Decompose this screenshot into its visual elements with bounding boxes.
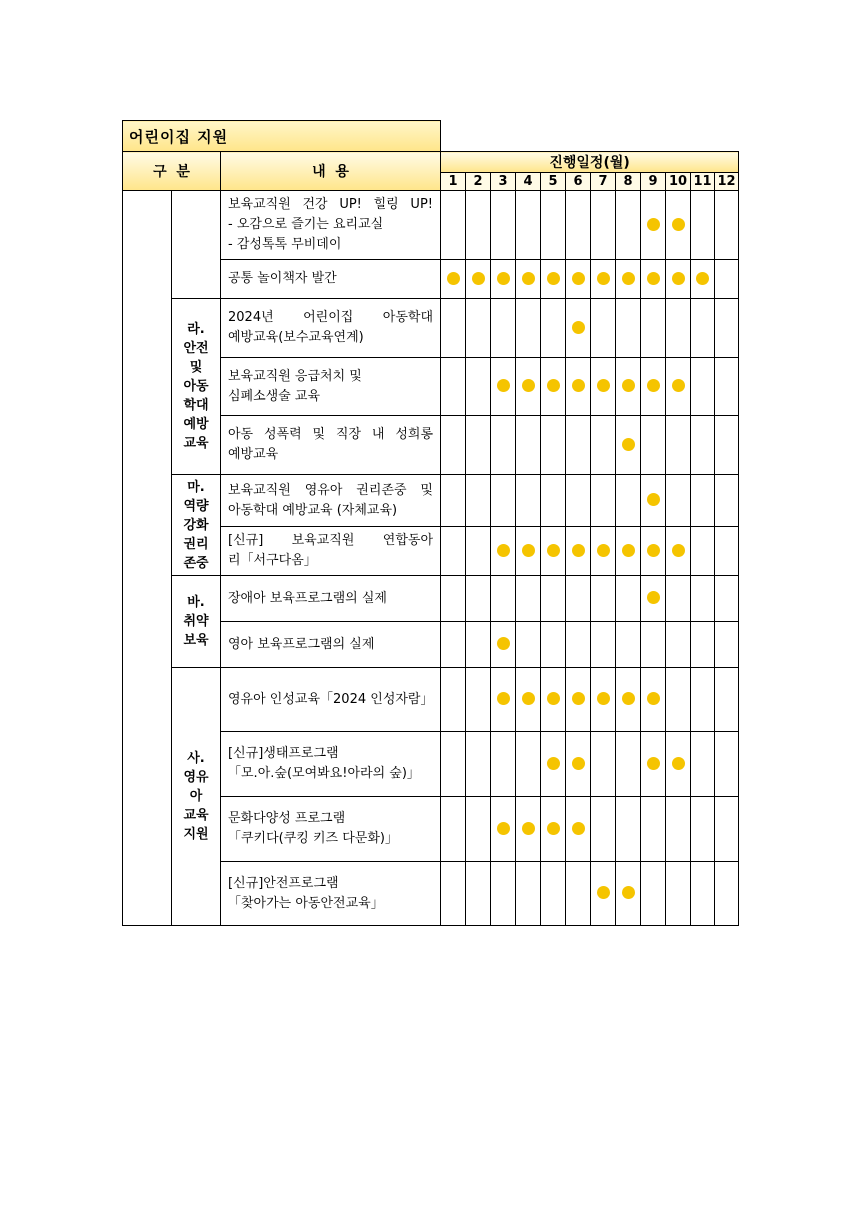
table-row bbox=[123, 299, 739, 358]
content-cell bbox=[221, 862, 441, 926]
month-cell bbox=[641, 862, 666, 926]
month-cell bbox=[715, 862, 739, 926]
schedule-dot bbox=[572, 822, 585, 835]
month-cell bbox=[666, 191, 691, 260]
month-cell bbox=[441, 576, 466, 622]
month-cell bbox=[641, 622, 666, 668]
month-cell bbox=[591, 527, 616, 576]
content-line: - 감성톡톡 무비데이 bbox=[228, 237, 342, 252]
month-header: 11 bbox=[691, 173, 715, 191]
month-cell bbox=[441, 299, 466, 358]
schedule-dot bbox=[497, 544, 510, 557]
month-cell bbox=[691, 416, 715, 475]
schedule-dot bbox=[447, 272, 460, 285]
schedule-dot bbox=[547, 379, 560, 392]
content-cell bbox=[221, 732, 441, 797]
schedule-table bbox=[122, 120, 739, 926]
month-cell bbox=[441, 191, 466, 260]
month-cell bbox=[641, 358, 666, 416]
schedule-dot bbox=[672, 218, 685, 231]
month-cell bbox=[516, 475, 541, 527]
month-cell bbox=[666, 260, 691, 299]
month-cell bbox=[591, 732, 616, 797]
content-line: 보육교직원 건강 UP! 힐링 UP! bbox=[228, 197, 433, 212]
content-cell bbox=[221, 299, 441, 358]
month-cell bbox=[441, 475, 466, 527]
content-line: 2024년 어린이집 아동학대 bbox=[228, 310, 433, 325]
month-cell bbox=[666, 668, 691, 732]
category-header: 구 분 bbox=[123, 152, 221, 191]
month-cell bbox=[566, 862, 591, 926]
content-cell bbox=[221, 527, 441, 576]
month-cell bbox=[541, 668, 566, 732]
month-cell bbox=[616, 732, 641, 797]
month-cell bbox=[666, 576, 691, 622]
month-cell bbox=[566, 576, 591, 622]
month-cell bbox=[566, 416, 591, 475]
month-header: 9 bbox=[641, 173, 666, 191]
schedule-dot bbox=[497, 379, 510, 392]
schedule-dot bbox=[547, 692, 560, 705]
schedule-dot bbox=[547, 757, 560, 770]
content-cell bbox=[221, 416, 441, 475]
month-cell bbox=[666, 622, 691, 668]
content-line: 문화다양성 프로그램 bbox=[228, 811, 346, 826]
schedule-dot bbox=[522, 379, 535, 392]
month-cell bbox=[541, 622, 566, 668]
month-cell bbox=[641, 668, 666, 732]
month-cell bbox=[491, 797, 516, 862]
month-cell bbox=[641, 732, 666, 797]
month-cell bbox=[541, 475, 566, 527]
schedule-dot bbox=[572, 272, 585, 285]
month-cell bbox=[541, 797, 566, 862]
month-cell bbox=[566, 732, 591, 797]
month-cell bbox=[516, 527, 541, 576]
content-cell bbox=[221, 622, 441, 668]
month-cell bbox=[616, 191, 641, 260]
schedule-dot bbox=[497, 692, 510, 705]
content-line: 예방교육(보수교육연계) bbox=[228, 330, 364, 345]
content-line: 보육교직원 영유아 권리존중 및 bbox=[228, 482, 433, 498]
outer-category-cell bbox=[123, 191, 172, 926]
month-cell bbox=[441, 260, 466, 299]
month-cell bbox=[691, 527, 715, 576]
month-cell bbox=[466, 299, 491, 358]
month-cell bbox=[541, 576, 566, 622]
schedule-dot bbox=[622, 886, 635, 899]
month-cell bbox=[516, 576, 541, 622]
content-cell bbox=[221, 797, 441, 862]
month-cell bbox=[715, 622, 739, 668]
month-cell bbox=[715, 475, 739, 527]
schedule-dot bbox=[572, 321, 585, 334]
schedule-dot bbox=[696, 272, 709, 285]
content-line: 심폐소생술 교육 bbox=[228, 388, 321, 404]
schedule-dot bbox=[497, 272, 510, 285]
month-cell bbox=[541, 260, 566, 299]
month-cell bbox=[566, 668, 591, 732]
schedule-dot bbox=[647, 692, 660, 705]
month-cell bbox=[591, 797, 616, 862]
month-cell bbox=[491, 576, 516, 622]
table-row bbox=[123, 191, 739, 260]
month-cell bbox=[641, 527, 666, 576]
schedule-dot bbox=[472, 272, 485, 285]
month-cell bbox=[566, 527, 591, 576]
month-cell bbox=[666, 416, 691, 475]
month-cell bbox=[491, 475, 516, 527]
content-line: 아동 성폭력 및 직장 내 성희롱 bbox=[228, 427, 433, 442]
month-cell bbox=[591, 358, 616, 416]
content-line: 영유아 인성교육「2024 인성자람」 bbox=[228, 691, 434, 707]
schedule-dot bbox=[522, 822, 535, 835]
month-cell bbox=[441, 416, 466, 475]
month-cell bbox=[641, 191, 666, 260]
schedule-dot bbox=[622, 692, 635, 705]
content-line: 「찾아가는 아동안전교육」 bbox=[228, 895, 384, 911]
month-cell bbox=[466, 576, 491, 622]
month-cell bbox=[691, 576, 715, 622]
month-cell bbox=[691, 358, 715, 416]
month-header: 4 bbox=[516, 173, 541, 191]
month-cell bbox=[516, 358, 541, 416]
month-cell bbox=[616, 358, 641, 416]
content-cell bbox=[221, 358, 441, 416]
schedule-dot bbox=[597, 272, 610, 285]
month-cell bbox=[666, 475, 691, 527]
month-header: 8 bbox=[616, 173, 641, 191]
table-row bbox=[123, 668, 739, 732]
content-line: 장애아 보육프로그램의 실제 bbox=[228, 590, 387, 606]
schedule-dot bbox=[647, 218, 660, 231]
month-cell bbox=[566, 622, 591, 668]
month-cell bbox=[491, 622, 516, 668]
schedule-dot bbox=[572, 757, 585, 770]
month-cell bbox=[616, 797, 641, 862]
schedule-dot bbox=[597, 544, 610, 557]
schedule-dot bbox=[672, 544, 685, 557]
schedule-dot bbox=[597, 886, 610, 899]
month-cell bbox=[591, 622, 616, 668]
title-spacer bbox=[441, 121, 739, 152]
schedule-dot bbox=[597, 692, 610, 705]
month-cell bbox=[616, 299, 641, 358]
month-cell bbox=[566, 475, 591, 527]
month-cell bbox=[616, 416, 641, 475]
month-cell bbox=[441, 527, 466, 576]
content-line: 「쿠키다(쿠킹 키즈 다문화)」 bbox=[228, 831, 398, 846]
month-cell bbox=[666, 797, 691, 862]
month-cell bbox=[441, 732, 466, 797]
month-cell bbox=[591, 416, 616, 475]
content-cell bbox=[221, 576, 441, 622]
month-cell bbox=[616, 862, 641, 926]
category-label: 사. 영유 아 교육 지원 bbox=[172, 668, 221, 926]
month-cell bbox=[466, 862, 491, 926]
table-row bbox=[123, 475, 739, 527]
table-row bbox=[123, 576, 739, 622]
month-cell bbox=[691, 622, 715, 668]
content-cell bbox=[221, 191, 441, 260]
schedule-dot bbox=[672, 272, 685, 285]
month-cell bbox=[715, 358, 739, 416]
month-header: 6 bbox=[566, 173, 591, 191]
content-line: 보육교직원 응급처치 및 bbox=[228, 368, 362, 384]
category-label: 라. 안전 및 아동 학대 예방 교육 bbox=[172, 299, 221, 475]
content-line: 영아 보육프로그램의 실제 bbox=[228, 636, 375, 652]
month-cell bbox=[466, 732, 491, 797]
month-header: 12 bbox=[715, 173, 739, 191]
content-line: - 오감으로 즐기는 요리교실 bbox=[228, 217, 384, 232]
month-cell bbox=[691, 668, 715, 732]
month-cell bbox=[441, 358, 466, 416]
month-cell bbox=[641, 416, 666, 475]
month-cell bbox=[566, 191, 591, 260]
month-cell bbox=[641, 260, 666, 299]
month-cell bbox=[541, 416, 566, 475]
month-cell bbox=[616, 668, 641, 732]
month-cell bbox=[691, 191, 715, 260]
month-cell bbox=[641, 299, 666, 358]
content-line: 리「서구다옴」 bbox=[228, 553, 317, 568]
month-header: 2 bbox=[466, 173, 491, 191]
content-cell bbox=[221, 475, 441, 527]
month-cell bbox=[466, 260, 491, 299]
month-cell bbox=[715, 527, 739, 576]
month-cell bbox=[466, 797, 491, 862]
month-cell bbox=[491, 299, 516, 358]
month-cell bbox=[616, 576, 641, 622]
month-cell bbox=[715, 732, 739, 797]
month-cell bbox=[516, 668, 541, 732]
month-cell bbox=[691, 862, 715, 926]
content-line: [신규] 보육교직원 연합동아 bbox=[228, 533, 433, 548]
schedule-dot bbox=[547, 544, 560, 557]
month-cell bbox=[641, 797, 666, 862]
month-cell bbox=[591, 299, 616, 358]
month-cell bbox=[441, 862, 466, 926]
month-cell bbox=[715, 191, 739, 260]
month-cell bbox=[491, 527, 516, 576]
month-cell bbox=[441, 797, 466, 862]
month-cell bbox=[616, 622, 641, 668]
content-line: 「모.아.숲(모여봐요!아라의 숲)」 bbox=[228, 766, 420, 781]
month-cell bbox=[516, 416, 541, 475]
month-cell bbox=[691, 732, 715, 797]
month-cell bbox=[491, 668, 516, 732]
month-cell bbox=[516, 622, 541, 668]
schedule-dot bbox=[672, 379, 685, 392]
schedule-dot bbox=[647, 272, 660, 285]
month-cell bbox=[616, 527, 641, 576]
schedule-header: 진행일정(월) bbox=[441, 152, 739, 173]
month-cell bbox=[666, 862, 691, 926]
schedule-dot bbox=[522, 272, 535, 285]
month-cell bbox=[541, 299, 566, 358]
month-cell bbox=[591, 191, 616, 260]
table-title: 어린이집 지원 bbox=[123, 121, 441, 152]
schedule-dot bbox=[497, 637, 510, 650]
month-cell bbox=[491, 358, 516, 416]
month-header: 7 bbox=[591, 173, 616, 191]
month-cell bbox=[591, 576, 616, 622]
month-cell bbox=[616, 260, 641, 299]
month-cell bbox=[666, 358, 691, 416]
schedule-dot bbox=[572, 692, 585, 705]
month-cell bbox=[591, 668, 616, 732]
month-cell bbox=[516, 862, 541, 926]
schedule-dot bbox=[622, 544, 635, 557]
month-cell bbox=[666, 299, 691, 358]
content-line: 예방교육 bbox=[228, 447, 279, 462]
month-cell bbox=[541, 732, 566, 797]
schedule-dot bbox=[597, 379, 610, 392]
content-line: [신규]안전프로그램 bbox=[228, 875, 339, 891]
category-label bbox=[172, 191, 221, 299]
schedule-dot bbox=[647, 544, 660, 557]
month-cell bbox=[541, 358, 566, 416]
schedule-dot bbox=[497, 822, 510, 835]
month-cell bbox=[566, 358, 591, 416]
month-cell bbox=[466, 668, 491, 732]
month-cell bbox=[566, 797, 591, 862]
month-cell bbox=[591, 260, 616, 299]
month-cell bbox=[566, 299, 591, 358]
month-cell bbox=[466, 358, 491, 416]
month-cell bbox=[516, 797, 541, 862]
schedule-dot bbox=[647, 591, 660, 604]
month-cell bbox=[591, 475, 616, 527]
schedule-dot bbox=[647, 493, 660, 506]
schedule-dot bbox=[622, 438, 635, 451]
month-cell bbox=[666, 732, 691, 797]
content-header: 내 용 bbox=[221, 152, 441, 191]
month-cell bbox=[466, 475, 491, 527]
schedule-dot bbox=[672, 757, 685, 770]
month-cell bbox=[466, 416, 491, 475]
schedule-dot bbox=[572, 544, 585, 557]
schedule-dot bbox=[647, 757, 660, 770]
month-cell bbox=[466, 191, 491, 260]
content-cell bbox=[221, 260, 441, 299]
month-cell bbox=[441, 668, 466, 732]
month-cell bbox=[541, 862, 566, 926]
content-cell bbox=[221, 668, 441, 732]
schedule-dot bbox=[547, 272, 560, 285]
content-line: 공통 놀이책자 발간 bbox=[228, 271, 337, 286]
month-cell bbox=[715, 416, 739, 475]
month-cell bbox=[541, 527, 566, 576]
month-cell bbox=[491, 416, 516, 475]
schedule-dot bbox=[522, 544, 535, 557]
month-cell bbox=[616, 475, 641, 527]
month-cell bbox=[715, 797, 739, 862]
month-header: 1 bbox=[441, 173, 466, 191]
month-cell bbox=[491, 732, 516, 797]
content-line: [신규]생태프로그램 bbox=[228, 746, 339, 761]
month-cell bbox=[466, 527, 491, 576]
month-cell bbox=[715, 668, 739, 732]
month-cell bbox=[691, 299, 715, 358]
schedule-dot bbox=[622, 379, 635, 392]
month-cell bbox=[491, 260, 516, 299]
month-cell bbox=[715, 576, 739, 622]
schedule-dot bbox=[572, 379, 585, 392]
month-cell bbox=[491, 862, 516, 926]
month-header: 3 bbox=[491, 173, 516, 191]
month-cell bbox=[666, 527, 691, 576]
month-cell bbox=[491, 191, 516, 260]
month-cell bbox=[516, 191, 541, 260]
month-cell bbox=[715, 299, 739, 358]
content-line: 아동학대 예방교육 (자체교육) bbox=[228, 502, 398, 518]
month-cell bbox=[516, 732, 541, 797]
schedule-dot bbox=[622, 272, 635, 285]
month-cell bbox=[591, 862, 616, 926]
month-cell bbox=[691, 260, 715, 299]
month-cell bbox=[691, 475, 715, 527]
month-cell bbox=[691, 797, 715, 862]
month-header: 5 bbox=[541, 173, 566, 191]
month-cell bbox=[566, 260, 591, 299]
schedule-dot bbox=[522, 692, 535, 705]
month-cell bbox=[516, 299, 541, 358]
category-label: 바. 취약 보육 bbox=[172, 576, 221, 668]
month-cell bbox=[516, 260, 541, 299]
schedule-dot bbox=[547, 822, 560, 835]
month-header: 10 bbox=[666, 173, 691, 191]
month-cell bbox=[541, 191, 566, 260]
month-cell bbox=[715, 260, 739, 299]
month-cell bbox=[641, 475, 666, 527]
month-cell bbox=[441, 622, 466, 668]
schedule-dot bbox=[647, 379, 660, 392]
month-cell bbox=[641, 576, 666, 622]
month-cell bbox=[466, 622, 491, 668]
category-label: 마. 역량 강화 권리 존중 bbox=[172, 475, 221, 576]
